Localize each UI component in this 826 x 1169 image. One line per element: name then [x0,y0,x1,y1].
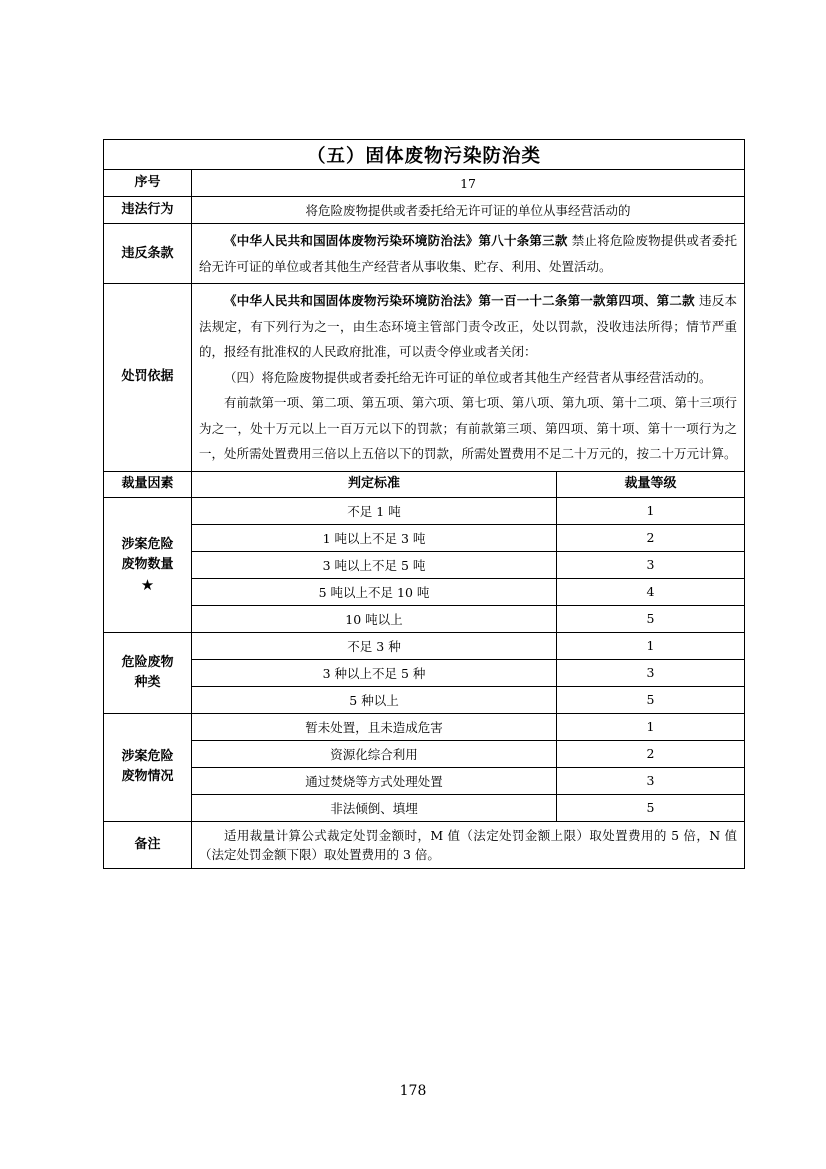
level-cell: 5 [557,686,745,713]
level-cell: 2 [557,740,745,767]
criteria-cell: 不足 3 种 [192,632,557,659]
level-cell: 4 [557,578,745,605]
criteria-cell: 暂未处置，且未造成危害 [192,713,557,740]
table-row [104,551,745,578]
level-cell: 5 [557,794,745,821]
remark-label: 备注 [104,821,192,868]
penalty-basis-content [192,284,745,472]
factor-name-types: 危险废物 种类 [104,632,192,713]
factor-name-quantity: 涉案危险 废物数量 ★ [104,497,192,632]
table-row [104,686,745,713]
table-row [104,740,745,767]
table-row [104,767,745,794]
table-row [104,632,745,659]
serial-label: 序号 [104,170,192,197]
basis-item-four: （四）将危险废物提供或者委托给无许可证的单位或者其他生产经营者从事经营活动的。 [224,369,712,385]
criteria-cell: 通过焚烧等方式处理处置 [192,767,557,794]
level-cell: 3 [557,659,745,686]
violated-clause-label: 违反条款 [104,224,192,284]
criteria-cell: 非法倾倒、填埋 [192,794,557,821]
basis-fine-rule: 有前款第一项、第二项、第五项、第六项、第七项、第八项、第九项、第十二项、第十三项行为之一，处十万元以上一百万元以下的罚款；有前款第三项、第四项、第十项、第十一项行为之一，处所需处置费用三倍以上五倍以下的罚款，所需处置费用不足二十万元的，按二十万元计算。 [199,395,738,461]
criteria-cell: 5 吨以上不足 10 吨 [192,578,557,605]
factor-name-situation: 涉案危险 废物情况 [104,713,192,821]
level-cell: 1 [557,713,745,740]
basis-text: 违反本法规定，有下列行为之一，由生态环境主管部门责令改正，处以罚款，没收违法所得；情节严重的，报经有批准权的人民政府批准，可以责令停业或者关闭： [199,293,738,359]
criteria-cell: 3 吨以上不足 5 吨 [192,551,557,578]
table-row [104,659,745,686]
table-title: （五）固体废物污染防治类 [104,140,745,170]
criteria-cell: 资源化综合利用 [192,740,557,767]
remark-content [192,821,745,868]
basis-law-reference: 《中华人民共和国固体废物污染环境防治法》第一百一十二条第一款第四项、第二款 [224,293,695,308]
star-icon: ★ [140,575,155,594]
serial-value: 17 [192,170,745,197]
violation-label: 违法行为 [104,197,192,224]
criteria-cell: 不足 1 吨 [192,497,557,524]
penalty-discretion-table [103,139,745,869]
clause-text: 禁止将危险废物提供或者委托给无许可证的单位或者其他生产经营者从事收集、贮存、利用、处置活动。 [199,233,738,274]
level-header: 裁量等级 [557,471,745,497]
criteria-cell: 5 种以上 [192,686,557,713]
table-row [104,524,745,551]
level-cell: 1 [557,632,745,659]
level-cell: 2 [557,524,745,551]
table-row [104,578,745,605]
criteria-header: 判定标准 [192,471,557,497]
level-cell: 5 [557,605,745,632]
penalty-basis-label: 处罚依据 [104,284,192,472]
criteria-cell: 3 种以上不足 5 种 [192,659,557,686]
table-row [104,497,745,524]
violation-text: 将危险废物提供或者委托给无许可证的单位从事经营活动的 [192,197,745,224]
table-row [104,605,745,632]
clause-law-reference: 《中华人民共和国固体废物污染环境防治法》第八十条第三款 [224,233,568,248]
violated-clause-content [192,224,745,284]
level-cell: 3 [557,551,745,578]
level-cell: 3 [557,767,745,794]
criteria-cell: 1 吨以上不足 3 吨 [192,524,557,551]
page-number: 178 [399,1083,427,1099]
criteria-cell: 10 吨以上 [192,605,557,632]
table-row [104,794,745,821]
level-cell: 1 [557,497,745,524]
factor-header: 裁量因素 [104,471,192,497]
remark-text: 适用裁量计算公式裁定处罚金额时，M 值（法定处罚金额上限）取处置费用的 5 倍，N 值（法定处罚金额下限）取处置费用的 3 倍。 [199,827,738,862]
table-row [104,713,745,740]
